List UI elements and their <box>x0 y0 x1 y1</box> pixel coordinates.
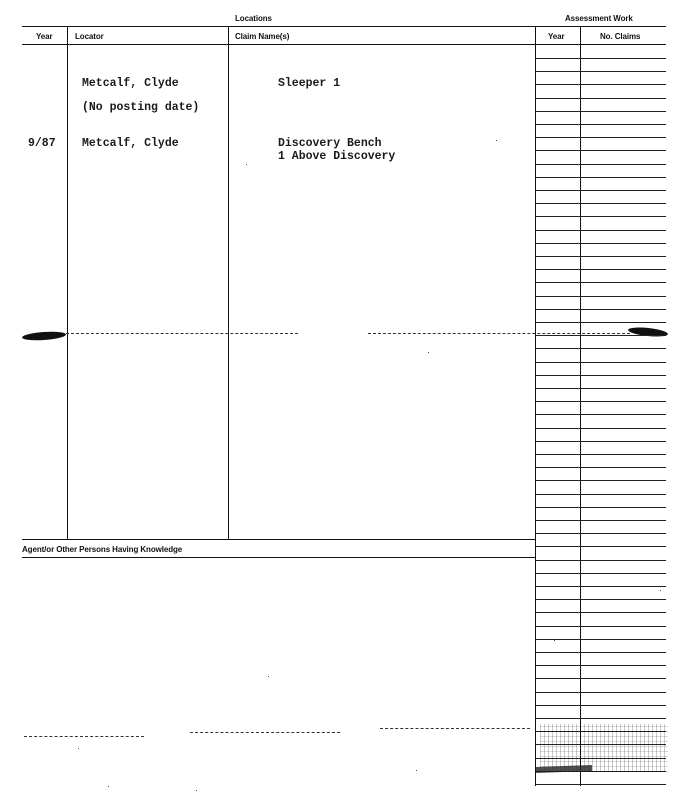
assessment-grid-line <box>536 573 666 574</box>
divider-year-locator <box>67 26 68 539</box>
speck <box>196 790 197 791</box>
assessment-grid-line <box>536 507 666 508</box>
speck <box>428 352 429 353</box>
assessment-grid-line <box>536 454 666 455</box>
assessment-grid-line <box>536 348 666 349</box>
assessment-grid-line <box>536 533 666 534</box>
assessment-grid-line <box>536 678 666 679</box>
assessment-grid-line <box>536 309 666 310</box>
divider-locator-claims <box>228 26 229 539</box>
assessment-grid-line <box>536 480 666 481</box>
assessment-grid-line <box>536 520 666 521</box>
assessment-grid-line <box>536 362 666 363</box>
entry-3-locator: Metcalf, Clyde <box>82 137 179 150</box>
assessment-grid-line <box>536 626 666 627</box>
assessment-grid-line <box>536 71 666 72</box>
fold-line-right <box>368 333 630 334</box>
col-assessment-year: Year <box>548 32 565 41</box>
assessment-grid-line <box>536 639 666 640</box>
assessment-grid-line <box>536 322 666 323</box>
assessment-work-title: Assessment Work <box>565 14 633 23</box>
assessment-grid-line <box>536 388 666 389</box>
col-claim-names: Claim Name(s) <box>235 32 290 41</box>
agent-rule <box>22 557 536 558</box>
speck <box>660 590 661 591</box>
assessment-grid-line <box>536 586 666 587</box>
entry-1-claim: Sleeper 1 <box>278 77 341 90</box>
margin-mark-left <box>22 330 66 341</box>
assessment-grid-line <box>536 335 666 336</box>
fold-line-left <box>66 333 298 334</box>
entry-3-year: 9/87 <box>28 137 56 150</box>
locations-bottom-rule <box>22 539 536 540</box>
assessment-grid-line <box>536 282 666 283</box>
divider-assessment-left <box>535 26 536 786</box>
assessment-grid-line <box>536 98 666 99</box>
assessment-grid-line <box>536 216 666 217</box>
assessment-grid-line <box>536 665 666 666</box>
speck <box>108 786 109 787</box>
speck <box>78 748 79 749</box>
assessment-grid-line <box>536 164 666 165</box>
bottom-dash-left <box>24 736 144 737</box>
header-top-rule <box>22 26 666 27</box>
assessment-grid-line <box>536 467 666 468</box>
assessment-grid-line <box>536 256 666 257</box>
assessment-grid-line <box>536 401 666 402</box>
assessment-grid-line <box>536 414 666 415</box>
entry-1-locator: Metcalf, Clyde <box>82 77 179 90</box>
header-bottom-rule <box>22 44 666 45</box>
assessment-grid-line <box>536 494 666 495</box>
assessment-grid-line <box>536 428 666 429</box>
col-locator: Locator <box>75 32 104 41</box>
assessment-grid-line <box>536 718 666 719</box>
bottom-dash-middle <box>190 732 340 733</box>
assessment-grid-line <box>536 546 666 547</box>
assessment-grid-line <box>536 375 666 376</box>
assessment-grid-line <box>536 243 666 244</box>
assessment-grid-line <box>536 599 666 600</box>
assessment-grid-line <box>536 784 666 785</box>
assessment-grid-line <box>536 137 666 138</box>
assessment-grid-line <box>536 705 666 706</box>
bottom-dash-right <box>380 728 530 729</box>
assessment-grid-line <box>536 612 666 613</box>
col-year: Year <box>36 32 53 41</box>
col-no-claims: No. Claims <box>600 32 641 41</box>
assessment-grid-line <box>536 230 666 231</box>
assessment-grid-line <box>536 203 666 204</box>
assessment-grid-line <box>536 560 666 561</box>
locations-title: Locations <box>235 14 272 23</box>
assessment-grid-line <box>536 124 666 125</box>
speck <box>416 770 417 771</box>
entry-3-claim-1: Discovery Bench <box>278 137 382 150</box>
scan-noise <box>540 724 668 772</box>
agent-label: Agent/or Other Persons Having Knowledge <box>22 545 183 554</box>
assessment-grid-line <box>536 652 666 653</box>
assessment-grid-line <box>536 190 666 191</box>
divider-assessment-middle <box>580 26 581 786</box>
assessment-grid-line <box>536 84 666 85</box>
assessment-grid-line <box>536 692 666 693</box>
margin-mark-right <box>628 326 669 338</box>
speck <box>268 676 269 677</box>
assessment-grid-line <box>536 441 666 442</box>
entry-3-claim-2: 1 Above Discovery <box>278 150 396 163</box>
speck <box>554 640 555 641</box>
entry-2-locator: (No posting date) <box>82 101 200 114</box>
speck <box>496 140 497 141</box>
assessment-grid-line <box>536 296 666 297</box>
assessment-grid-line <box>536 111 666 112</box>
assessment-grid-line <box>536 58 666 59</box>
assessment-grid-line <box>536 177 666 178</box>
assessment-grid-line <box>536 269 666 270</box>
assessment-grid-line <box>536 150 666 151</box>
speck <box>246 164 247 165</box>
